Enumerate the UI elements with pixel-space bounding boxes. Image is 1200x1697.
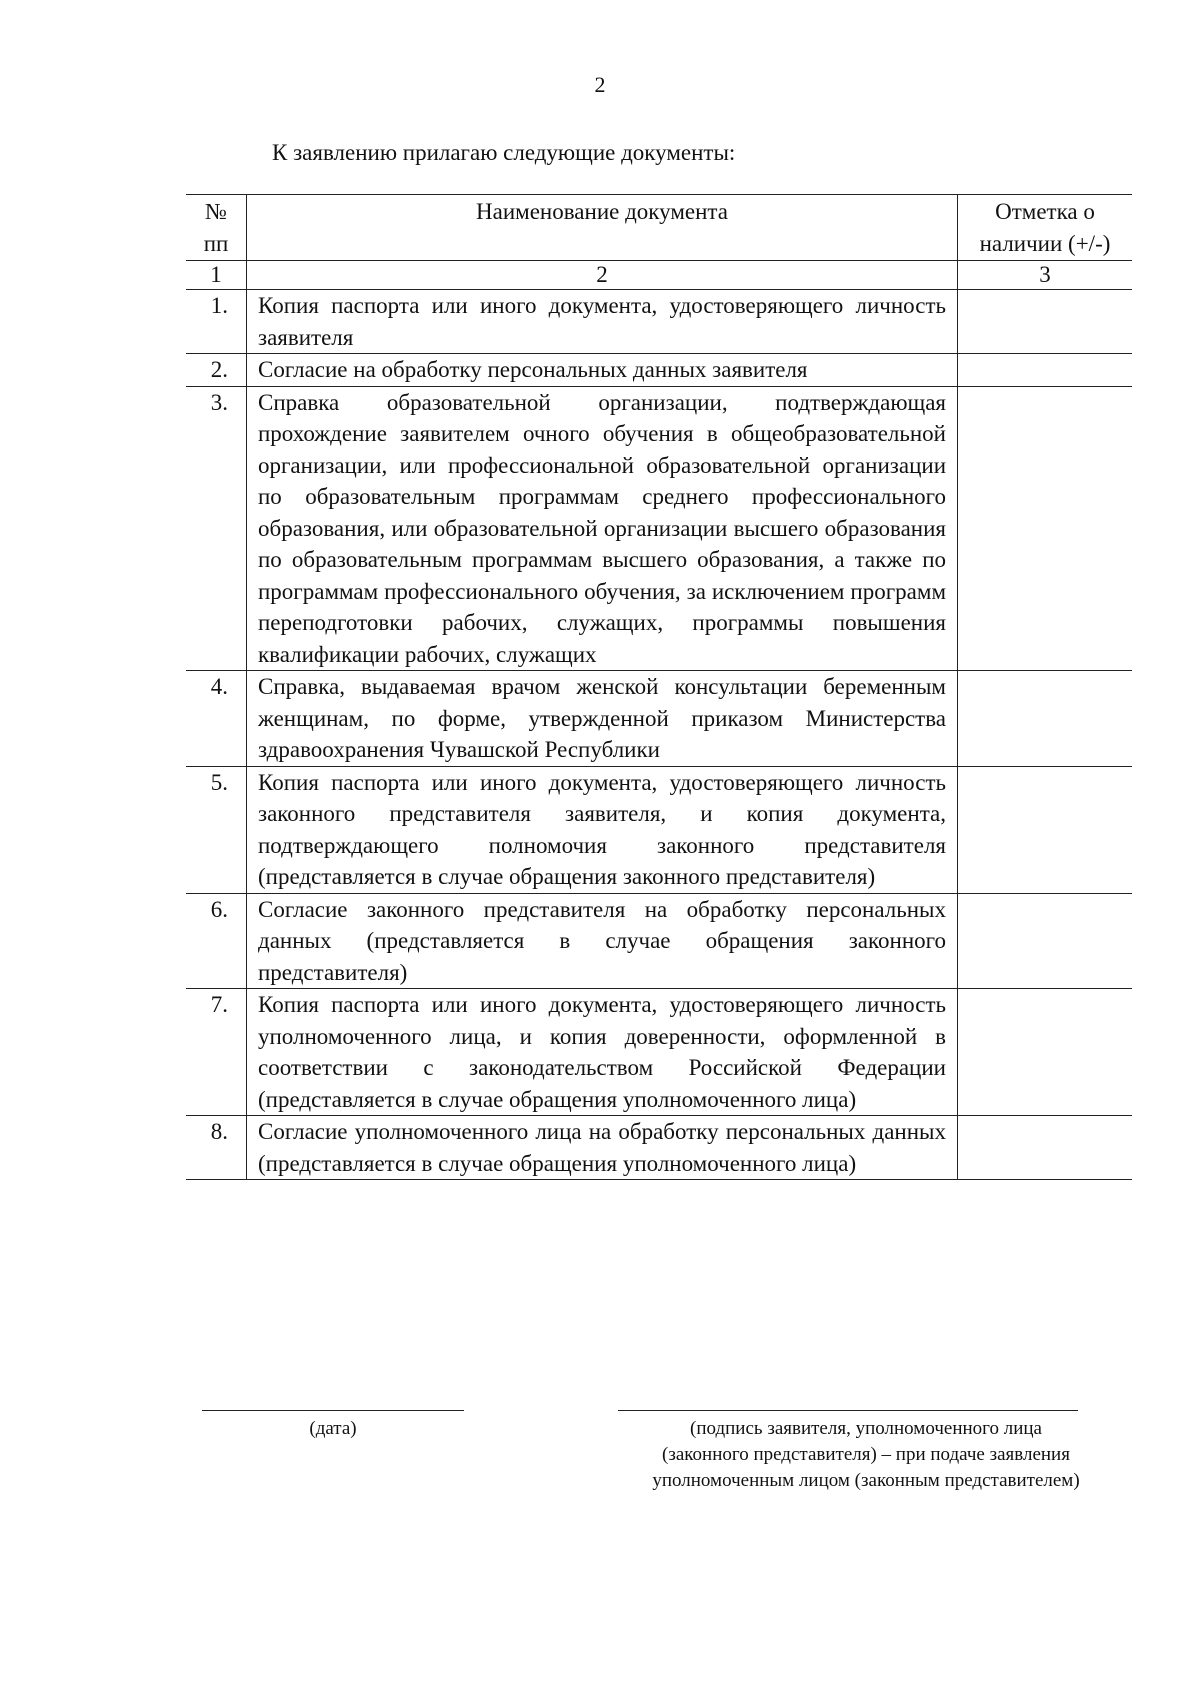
intro-text: К заявлению прилагаю следующие документы: bbox=[272, 140, 736, 165]
header-mark bbox=[958, 195, 1133, 261]
table-row bbox=[186, 766, 1132, 893]
signature-caption bbox=[596, 1416, 1136, 1494]
row-document-name: Согласие уполномоченного лица на обработку персональных данных (представляется в случае обращения уполномоченного лица) bbox=[247, 1116, 958, 1180]
column-number-2: 2 bbox=[247, 261, 958, 290]
table-header-row bbox=[186, 195, 1132, 261]
table-row bbox=[186, 989, 1132, 1116]
row-document-name: Согласие на обработку персональных данных заявителя bbox=[247, 354, 958, 387]
header-document-name: Наименование документа bbox=[247, 195, 958, 261]
page-number: 2 bbox=[594, 72, 606, 97]
row-document-name: Копия паспорта или иного документа, удостоверяющего личность заявителя bbox=[247, 290, 958, 354]
row-mark-cell[interactable] bbox=[958, 290, 1133, 354]
row-number: 3. bbox=[186, 386, 247, 671]
row-mark-cell[interactable] bbox=[958, 386, 1133, 671]
signature-caption-line-3: уполномоченным лицом (законным представителем) bbox=[652, 1470, 1080, 1491]
signature-caption-line-2: (законного представителя) – при подаче заявления bbox=[662, 1444, 1070, 1465]
header-number-line-1: № bbox=[205, 199, 227, 224]
row-number: 2. bbox=[186, 354, 247, 387]
row-document-name: Согласие законного представителя на обработку персональных данных (представляется в случае обращения законного представителя) bbox=[247, 893, 958, 989]
table-row bbox=[186, 893, 1132, 989]
table-row bbox=[186, 354, 1132, 387]
row-document-name: Справка образовательной организации, подтверждающая прохождение заявителем очного обучения в общеобразовательной организации, или профессиональной образовательной организации по образовательным программам среднего профессионального образования, или образовательной организации высшего образования по образовательным программам высшего образования, а также по программам профессионального обучения, за исключением программ переподготовки рабочих, служащих, программы повышения квалификации рабочих, служащих bbox=[247, 386, 958, 671]
date-caption: (дата) bbox=[309, 1418, 357, 1439]
column-numbers-row bbox=[186, 261, 1132, 290]
signature-caption-line-1: (подпись заявителя, уполномоченного лица bbox=[690, 1418, 1042, 1439]
row-mark-cell[interactable] bbox=[958, 671, 1133, 767]
row-number: 6. bbox=[186, 893, 247, 989]
row-mark-cell[interactable] bbox=[958, 989, 1133, 1116]
header-mark-line-2: наличии (+/-) bbox=[979, 230, 1111, 256]
row-mark-cell[interactable] bbox=[958, 893, 1133, 989]
header-number-line-2: пп bbox=[203, 230, 229, 256]
table-row bbox=[186, 671, 1132, 767]
row-document-name: Копия паспорта или иного документа, удостоверяющего личность законного представителя заявителя, и копия документа, подтверждающего полномочия законного представителя (представляется в случае обращения законного представителя) bbox=[247, 766, 958, 893]
row-number: 8. bbox=[186, 1116, 247, 1180]
row-document-name: Копия паспорта или иного документа, удостоверяющего личность уполномоченного лица, и копия доверенности, оформленной в соответствии с законодательством Российской Федерации (представляется в случае обращения уполномоченного лица) bbox=[247, 989, 958, 1116]
row-document-name: Справка, выдаваемая врачом женской консультации беременным женщинам, по форме, утвержденной приказом Министерства здравоохранения Чувашской Республики bbox=[247, 671, 958, 767]
row-mark-cell[interactable] bbox=[958, 1116, 1133, 1180]
row-number: 7. bbox=[186, 989, 247, 1116]
documents-table bbox=[186, 194, 1132, 1180]
table-row bbox=[186, 1116, 1132, 1180]
row-number: 1. bbox=[186, 290, 247, 354]
table-row bbox=[186, 386, 1132, 671]
column-number-3: 3 bbox=[958, 261, 1133, 290]
applicant-signature-line[interactable] bbox=[618, 1410, 1078, 1411]
date-signature-line[interactable] bbox=[202, 1410, 464, 1411]
row-mark-cell[interactable] bbox=[958, 354, 1133, 387]
header-mark-line-1: Отметка о bbox=[995, 199, 1095, 224]
header-number bbox=[186, 195, 247, 261]
table-row bbox=[186, 290, 1132, 354]
column-number-1: 1 bbox=[186, 261, 247, 290]
row-number: 5. bbox=[186, 766, 247, 893]
row-mark-cell[interactable] bbox=[958, 766, 1133, 893]
row-number: 4. bbox=[186, 671, 247, 767]
